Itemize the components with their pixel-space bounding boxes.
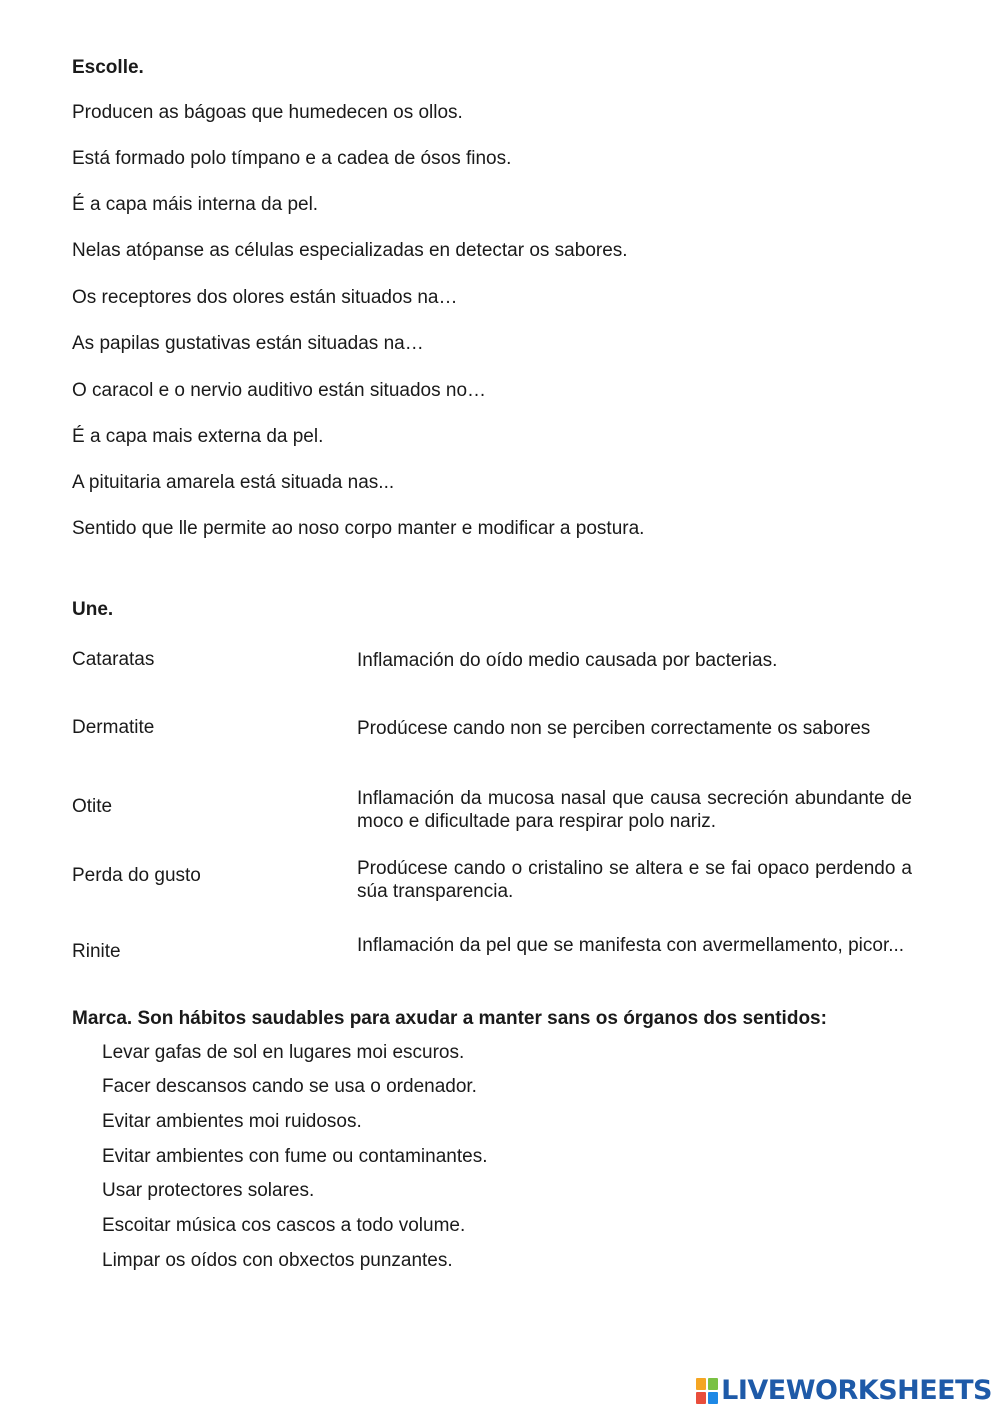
section-une-title: Une.: [72, 599, 114, 620]
escolle-item: Está formado polo tímpano e a cadea de ósos finos.: [72, 148, 512, 169]
marca-item: Usar protectores solares.: [102, 1180, 315, 1201]
logo-text: LIVEWORKSHEETS: [721, 1375, 992, 1406]
escolle-item: As papilas gustativas están situadas na…: [72, 333, 424, 354]
marca-item: Levar gafas de sol en lugares moi escuros.: [102, 1042, 465, 1063]
escolle-item: O caracol e o nervio auditivo están situados no…: [72, 380, 487, 401]
marca-item: Limpar os oídos con obxectos punzantes.: [102, 1250, 453, 1271]
marca-item: Evitar ambientes con fume ou contaminantes.: [102, 1146, 488, 1167]
une-left-term: Perda do gusto: [72, 865, 201, 886]
une-left-term: Dermatite: [72, 717, 155, 738]
escolle-item: Producen as bágoas que humedecen os ollos.: [72, 102, 463, 123]
une-right-definition: Prodúcese cando non se perciben correctamente os sabores: [357, 718, 871, 739]
escolle-item: Sentido que lle permite ao noso corpo manter e modificar a postura.: [72, 518, 645, 539]
marca-item: Facer descansos cando se usa o ordenador.: [102, 1076, 477, 1097]
escolle-item: É a capa mais externa da pel.: [72, 426, 324, 447]
escolle-item: Os receptores dos olores están situados na…: [72, 287, 458, 308]
une-left-term: Otite: [72, 796, 113, 817]
une-left-term: Cataratas: [72, 649, 155, 670]
escolle-item: Nelas atópanse as células especializadas en detectar os sabores.: [72, 240, 628, 261]
escolle-item: A pituitaria amarela está situada nas...: [72, 472, 395, 493]
section-escolle-title: Escolle.: [72, 57, 144, 78]
une-right-definition: Inflamación do oído medio causada por bacterias.: [357, 650, 778, 671]
une-right-definition: Prodúcese cando o cristalino se altera e se fai opaco perdendo a súa transparencia.: [357, 858, 912, 902]
marca-item: Escoitar música cos cascos a todo volume.: [102, 1215, 466, 1236]
liveworksheets-logo-icon: [696, 1378, 718, 1404]
section-marca-title: Marca. Son hábitos saudables para axudar a manter sans os órganos dos sentidos:: [72, 1008, 827, 1029]
escolle-item: É a capa máis interna da pel.: [72, 194, 319, 215]
une-right-definition: Inflamación da mucosa nasal que causa secreción abundante de moco e dificultade para respirar polo nariz.: [357, 788, 912, 832]
une-left-term: Rinite: [72, 941, 121, 962]
une-right-definition: Inflamación da pel que se manifesta con avermellamento, picor...: [357, 935, 905, 956]
marca-item: Evitar ambientes moi ruidosos.: [102, 1111, 362, 1132]
liveworksheets-logo: [696, 1375, 992, 1407]
